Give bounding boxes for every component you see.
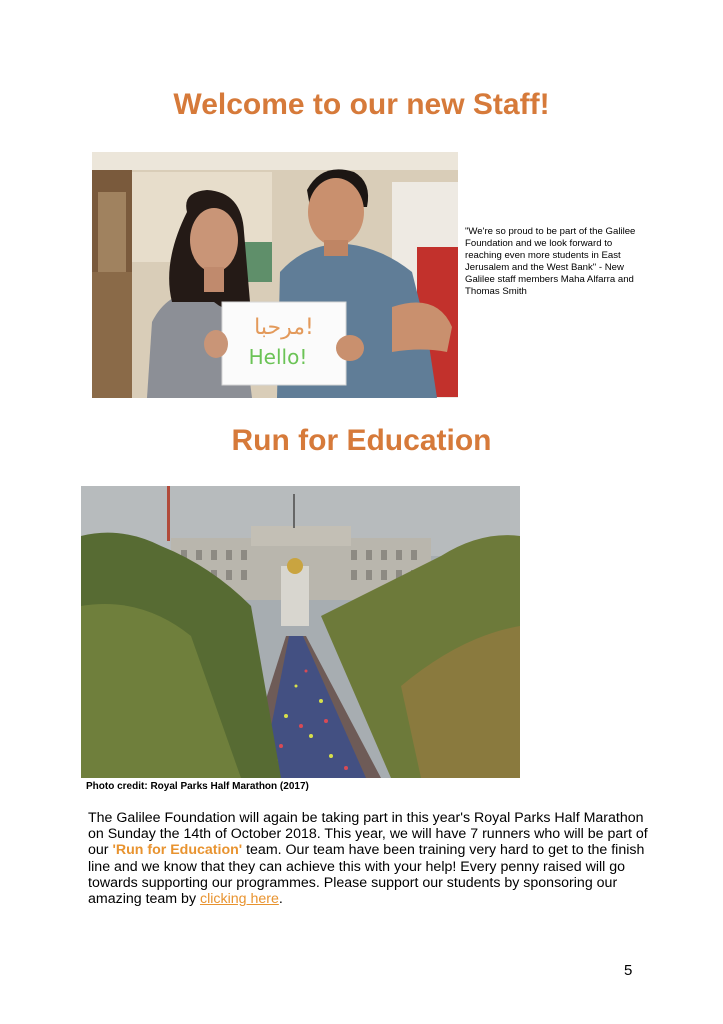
sign-arabic-text: مرحبا! (254, 315, 314, 340)
photo-credit: Photo credit: Royal Parks Half Marathon (2017) (86, 781, 309, 792)
page-number: 5 (624, 962, 633, 979)
welcome-heading: Welcome to our new Staff! (173, 88, 550, 121)
marathon-photo (81, 486, 520, 778)
body-text-part2: team. Our team have been training very hard to get to the finish line and we know that they can achieve this with your help! Every penny raised will go towards supporting our programmes. Please support our students by sponsoring our amazing team by (88, 842, 645, 908)
body-text-part1: The Galilee Foundation will again be taking part in this year's Royal Parks Half Marathon on Sunday the 14th of October 2018. This year, we will have 7 runners who will be part of our (88, 810, 648, 859)
sponsor-link[interactable]: clicking here (199, 891, 279, 908)
staff-caption: "We're so proud to be part of the Galilee Foundation and we look forward to reaching even more students in East Jerusalem and the West Bank" - New Galilee staff members Maha Alfarra and Thomas Smith (465, 226, 636, 297)
run-heading: Run for Education (231, 424, 492, 457)
body-text-part3: . (278, 891, 283, 908)
sign-english-text: Hello! (248, 345, 308, 369)
body-paragraph (88, 810, 648, 907)
staff-photo (92, 152, 458, 398)
team-name-highlight: 'Run for Education' (112, 842, 243, 859)
